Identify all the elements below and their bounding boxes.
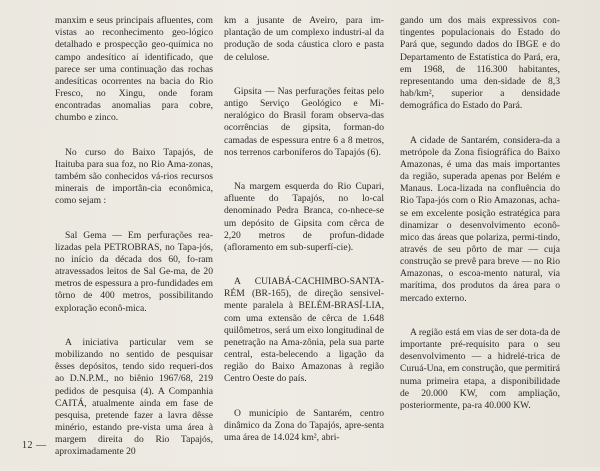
- paragraph: Sal Gema — Em perfurações rea-lizadas pela PETROBRAS, no Tapa-jós, no início da década dos 60, fo-ram atravessados leitos de Sal Ge-ma, de 20 metros de espessura a pro-fundidades em tôrno de 400 metros, possibilitando exploração econô-mica.: [55, 229, 213, 314]
- paragraph: A iniciativa particular vem se mobilizando no sentido de pesquisar êsses depósitos, tendo sido requeri-dos ao D.N.P.M., no biênio 1967/68, 219 pedidos de pesquisa (4). A Companhia CAITÁ, atualmente ainda em fase de pesquisa, pretende fazer a lavra dêsse minério, estando pre-vista uma área à margem direita do Rio Tapajós, aproximadamente 20: [55, 336, 213, 458]
- text-column-2: [224, 3, 384, 456]
- text-column-3: [400, 3, 560, 424]
- paragraph: A CUIABÁ-CACHIMBO-SANTA-RÉM (BR-165), de direção sensivel-mente paralela à BELÉM-BRASÍ-LIA, com uma extensão de cêrca de 1.648 quilômetros, será um eixo longitudinal de penetração na Ama-zônia, pela sua parte central, esta-belecendo a ligação da região do Baixo Amazonas à região Centro Oeste do país.: [224, 276, 384, 385]
- page-number: 12 —: [22, 440, 47, 451]
- paragraph: manxim e seus principais afluentes, com vistas ao reconhecimento geo-lógico detalhado e prospecção geo-química no campo andesítico aí identificado, que parece ser uma continuação das rochas andesíticas ocorrentes na bacia do Rio Fresco, no Xingu, onde foram encontradas anomalias para cobre, chumbo e zinco.: [55, 15, 213, 124]
- paragraph: Gipsita — Nas perfurações feitas pelo antigo Serviço Geológico e Mi-neralógico do Brasil foram observa-das ocorrências de gipsita, forman-do camadas de espessura entre 6 a 8 metros, nos terrenos carboníferos do Tapajós (6).: [224, 85, 384, 158]
- paragraph: A cidade de Santarém, considera-da a metrópole da Zona fisiográfica do Baixo Amazonas, é uma das mais importantes da região, superada apenas por Belém e Manaus. Loca-lizada na confluência do Rio Tapa-jós com o Rio Amazonas, acha-se em excelente posição estratégica para dinamizar o desenvolvimento econô-mico das áreas que polariza, permi-tindo, através de seu pôrto de mar — cuja construção se prevê para breve — no Rio Amazonas, o escoa-mento natural, via marítima, dos produtos da área para o mercado externo.: [400, 134, 560, 304]
- paragraph: Na margem esquerda do Rio Cupari, afluente do Tapajós, no lo-cal denominado Pedra Branca, co-nhece-se um depósito de Gipsita com cêrca de 2,20 metros de profun-didade (afloramento em sub-superfí-cie).: [224, 181, 384, 253]
- paragraph: No curso do Baixo Tapajós, de Itaituba para sua foz, no Rio Ama-zonas, também são conhecidos vá-rios recursos minerais de importân-cia econômica, como sejam :: [55, 146, 213, 207]
- paragraph: A região está em vias de ser dota-da de importante pré-requisito para o seu desenvolvimento — a hidrelé-trica de Curuá-Una, em construção, que permitirá numa primeira etapa, a disponibilidade de 20.000 KW, com ampliação, posteriormente, pa-ra 40.000 KW.: [400, 326, 560, 411]
- paragraph: km a jusante de Aveiro, para im-plantação de um complexo industri-al da produção de soda cáustica cloro e pasta de celulose.: [224, 15, 384, 63]
- paragraph: gando um dos mais expressivos con-tingentes populacionais do Estado do Pará que, segundo dados do IBGE e do Departamento de Estatística do Pará, era, em 1968, de 116.300 habitantes, representando uma den-sidade de 8,3 hab/km², superior a densidade demográfica do Estado do Pará.: [400, 15, 560, 112]
- text-column-1: [55, 3, 213, 471]
- paragraph: O município de Santarém, centro dinâmico da Zona do Tapajós, apre-senta uma área de 14.024 km², abri-: [224, 407, 384, 443]
